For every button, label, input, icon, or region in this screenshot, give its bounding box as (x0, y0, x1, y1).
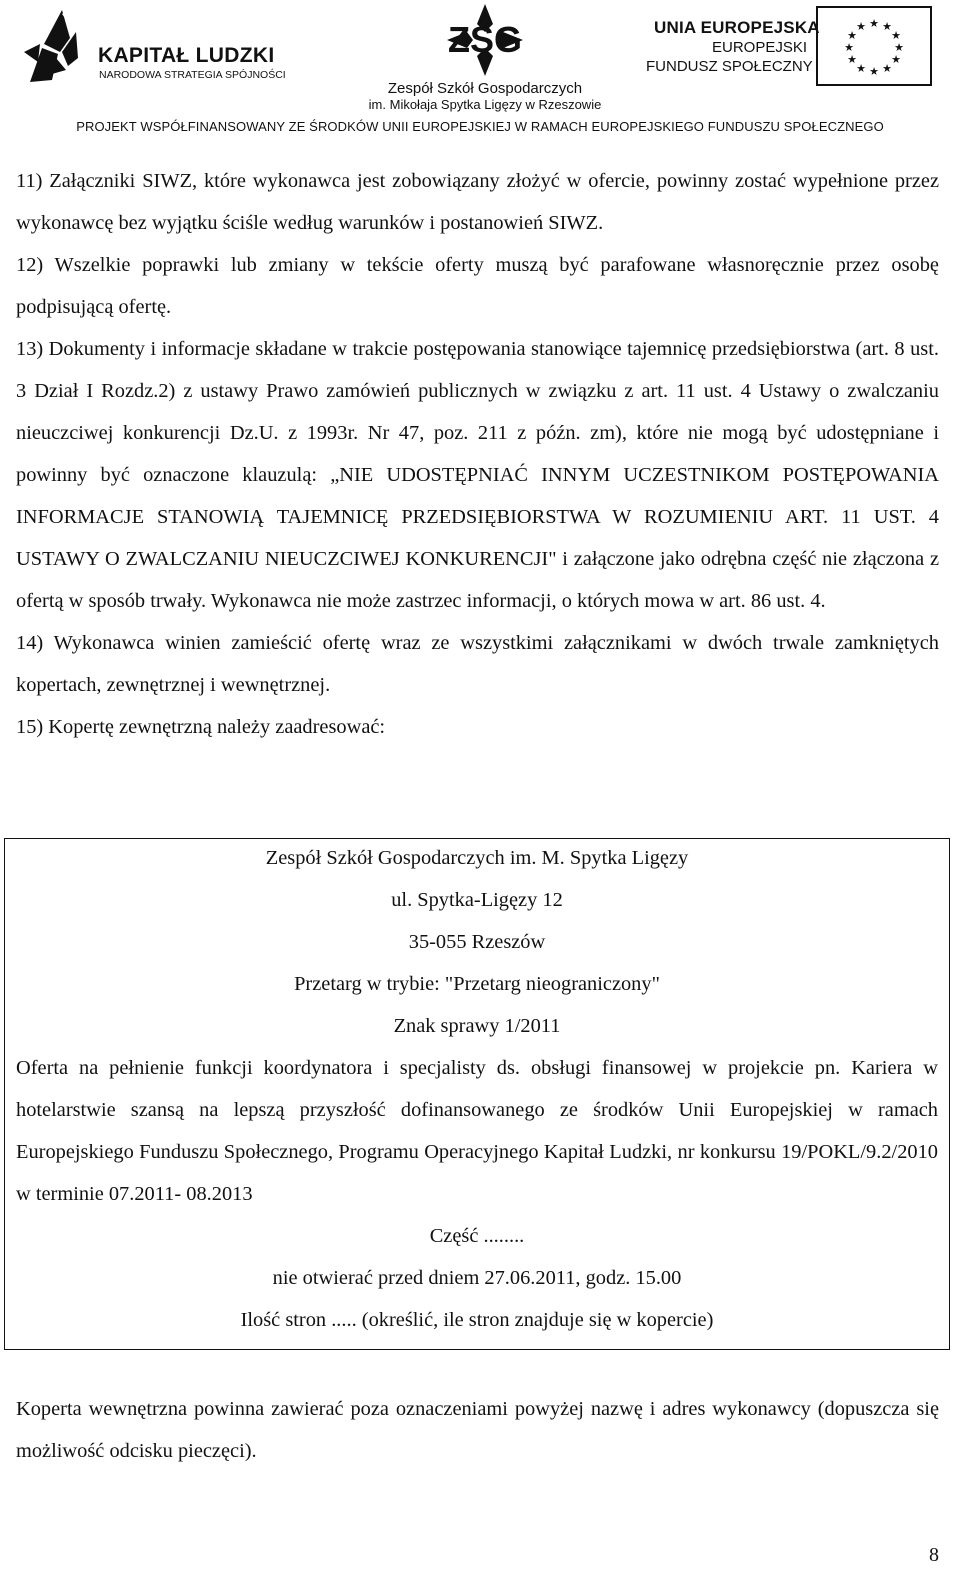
svg-text:★: ★ (894, 41, 904, 54)
kapital-ludzki-subtitle: NARODOWA STRATEGIA SPÓJNOŚCI (99, 69, 286, 81)
kapital-ludzki-logo-icon (22, 8, 92, 88)
page-header (0, 0, 960, 140)
address-do-not-open: nie otwierać przed dniem 27.06.2011, godz. 15.00 (272, 1267, 682, 1289)
svg-text:★: ★ (847, 29, 857, 42)
inner-envelope-paragraph: Koperta wewnętrzna powinna zawierać poza oznaczeniami powyżej nazwę i adres wykonawcy (dopuszcza się możliwość odcisku pieczęci). (16, 1398, 939, 1462)
page-number: 8 (929, 1544, 939, 1566)
svg-text:★: ★ (844, 41, 854, 54)
envelope-address-box (4, 838, 950, 1350)
school-emblem-icon (435, 2, 535, 78)
svg-text:★: ★ (882, 20, 892, 33)
project-cofinancing-line: PROJEKT WSPÓŁFINANSOWANY ZE ŚRODKÓW UNII EUROPEJSKIEJ W RAMACH EUROPEJSKIEGO FUNDUSZU SPOŁECZNEGO (76, 119, 884, 134)
address-offer-text: Oferta na pełnienie funkcji koordynatora i specjalisty ds. obsługi finansowej w projekcie pn. Kariera w hotelarstwie szansą na lepszą przyszłość dofinansowanego ze środków Unii Europejskiej w ramach Europejskiego Funduszu Społecznego, Programu Operacyjnego Kapitał Ludzki, nr konkursu 19/POKL/9.2/2010 w terminie 07.2011- 08.2013 (16, 1057, 938, 1205)
address-part: Część ........ (429, 1225, 525, 1247)
paragraph-11: 11) Załączniki SIWZ, które wykonawca jest zobowiązany złożyć w ofercie, powinny zostać wypełnione przez wykonawcę bez wyjątku ściśle według warunków i postanowień SIWZ. (16, 170, 939, 234)
kapital-ludzki-logo (22, 8, 322, 88)
eu-fund-line2: FUNDUSZ SPOŁECZNY (646, 58, 813, 75)
paragraph-14: 14) Wykonawca winien zamieścić ofertę wraz ze wszystkimi załącznikami w dwóch trwale zamkniętych kopertach, zewnętrznej i wewnętrznej. (16, 632, 939, 696)
svg-text:★: ★ (869, 65, 879, 78)
school-logo (340, 2, 630, 112)
address-case-number: Znak sprawy 1/2011 (393, 1015, 561, 1037)
eu-title: UNIA EUROPEJSKA (654, 18, 820, 37)
svg-text:★: ★ (882, 62, 892, 75)
eu-fund-line1: EUROPEJSKI (712, 39, 808, 56)
address-page-count: Ilość stron ..... (określić, ile stron znajduje się w kopercie) (240, 1309, 714, 1331)
svg-text:★: ★ (891, 29, 901, 42)
inner-envelope-note (16, 1388, 939, 1472)
school-monogram: ZSG (447, 19, 523, 60)
eu-logo (642, 8, 942, 88)
paragraph-15: 15) Kopertę zewnętrzną należy zaadresować: (16, 716, 386, 738)
address-school-name: Zespół Szkół Gospodarczych im. M. Spytka Ligęzy (265, 847, 689, 869)
svg-text:★: ★ (869, 17, 879, 30)
document-body (16, 160, 939, 748)
kapital-ludzki-title: KAPITAŁ LUDZKI (98, 44, 275, 67)
eu-flag-icon (816, 6, 932, 86)
address-street: ul. Spytka-Ligęzy 12 (391, 889, 563, 911)
svg-text:★: ★ (856, 62, 866, 75)
envelope-address-content (16, 837, 938, 1341)
svg-text:★: ★ (847, 53, 857, 66)
address-tender-mode: Przetarg w trybie: "Przetarg nieograniczony" (294, 973, 660, 995)
school-subname: im. Mikołaja Spytka Ligęzy w Rzeszowie (368, 97, 602, 112)
school-name: Zespół Szkół Gospodarczych (387, 80, 583, 97)
paragraph-13: 13) Dokumenty i informacje składane w trakcie postępowania stanowiące tajemnicę przedsiębiorstwa (art. 8 ust. 3 Dział I Rozdz.2) z ustawy Prawo zamówień publicznych w związku z art. 11 ust. 4 Ustawy o zwalczaniu nieuczciwej konkurencji Dz.U. z 1993r. Nr 47, poz. 211 z późn. zm), które nie mogą być udostępniane i powinny być oznaczone klauzulą: „NIE UDOSTĘPNIAĆ INNYM UCZESTNIKOM POSTĘPOWANIA INFORMACJE STANOWIĄ TAJEMNICĘ PRZEDSIĘBIORSTWA W ROZUMIENIU ART. 11 UST. 4 USTAWY O ZWALCZANIU NIEUCZCIWEJ KONKURENCJI" i załączone jako odrębna część nie złączona z ofertą w sposób trwały. Wykonawca nie może zastrzec informacji, o których mowa w art. 86 ust. 4. (16, 338, 939, 612)
paragraph-12: 12) Wszelkie poprawki lub zmiany w tekście oferty muszą być parafowane własnoręcznie przez osobę podpisującą ofertę. (16, 254, 939, 318)
svg-text:★: ★ (856, 20, 866, 33)
svg-text:★: ★ (891, 53, 901, 66)
address-city: 35-055 Rzeszów (408, 931, 546, 953)
